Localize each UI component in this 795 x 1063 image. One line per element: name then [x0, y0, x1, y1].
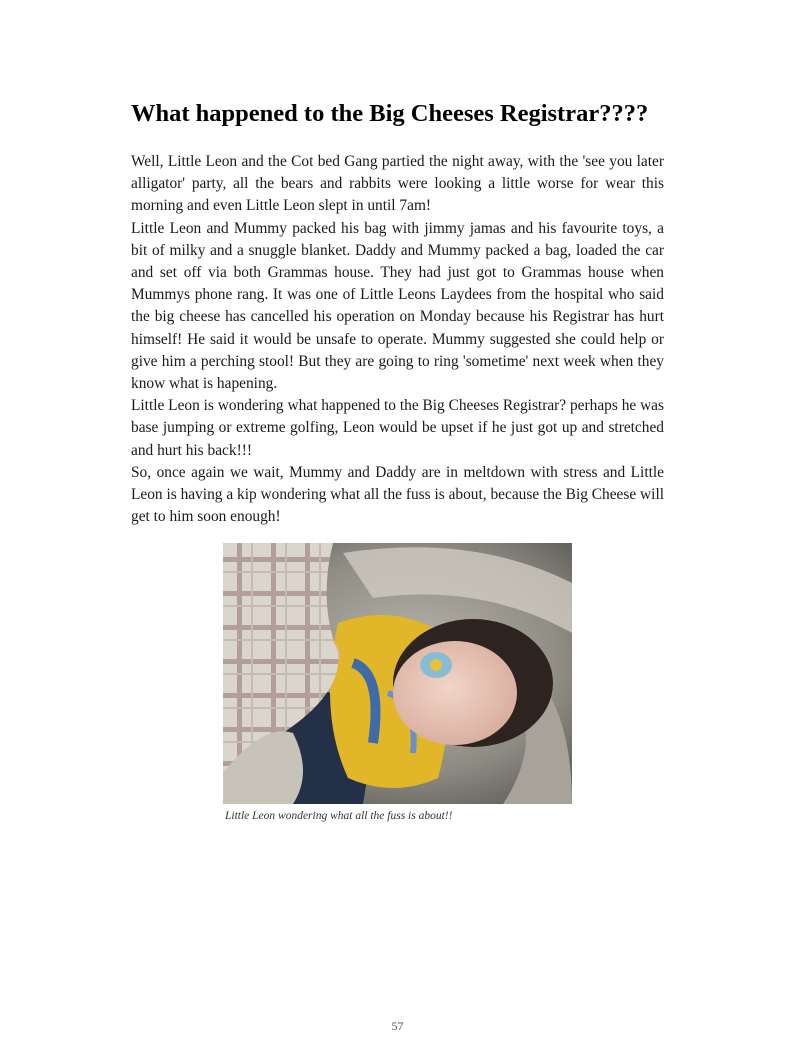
- photo-caption: Little Leon wondering what all the fuss is about!!: [225, 810, 453, 822]
- body-text: [131, 151, 664, 528]
- paragraph-4: So, once again we wait, Mummy and Daddy are in meltdown with stress and Little Leon is having a kip wondering what all the fuss is about, because the Big Cheese will get to him soon enough!: [131, 463, 664, 526]
- page-number: 57: [391, 1019, 404, 1033]
- paragraph-2: Little Leon and Mummy packed his bag with jimmy jamas and his favourite toys, a bit of milky and a snuggle blanket. Daddy and Mummy packed a bag, loaded the car and set off via both Grammas house. They had just got to Grammas house when Mummys phone rang. It was one of Little Leons Laydees from the hospital who said the big cheese has cancelled his operation on Monday because his Registrar has hurt himself! He said it would be unsafe to operate. Mummy suggested she could help or give him a perching stool! But they are going to ring 'sometime' next week when they know what is hapening.: [131, 219, 664, 393]
- page-title: What happened to the Big Cheeses Registrar????: [131, 100, 649, 127]
- photo-illustration: [223, 543, 572, 804]
- baby-sleeping-photo: [223, 543, 572, 804]
- paragraph-3: Little Leon is wondering what happened to the Big Cheeses Registrar? perhaps he was base jumping or extreme golfing, Leon would be upset if he just got up and stretched and hurt his back!!!: [131, 397, 664, 459]
- paragraph-1: Well, Little Leon and the Cot bed Gang partied the night away, with the 'see you later alligator' party, all the bears and rabbits were looking a little worse for wear this morning and even Little Leon slept in until 7am!: [131, 153, 664, 215]
